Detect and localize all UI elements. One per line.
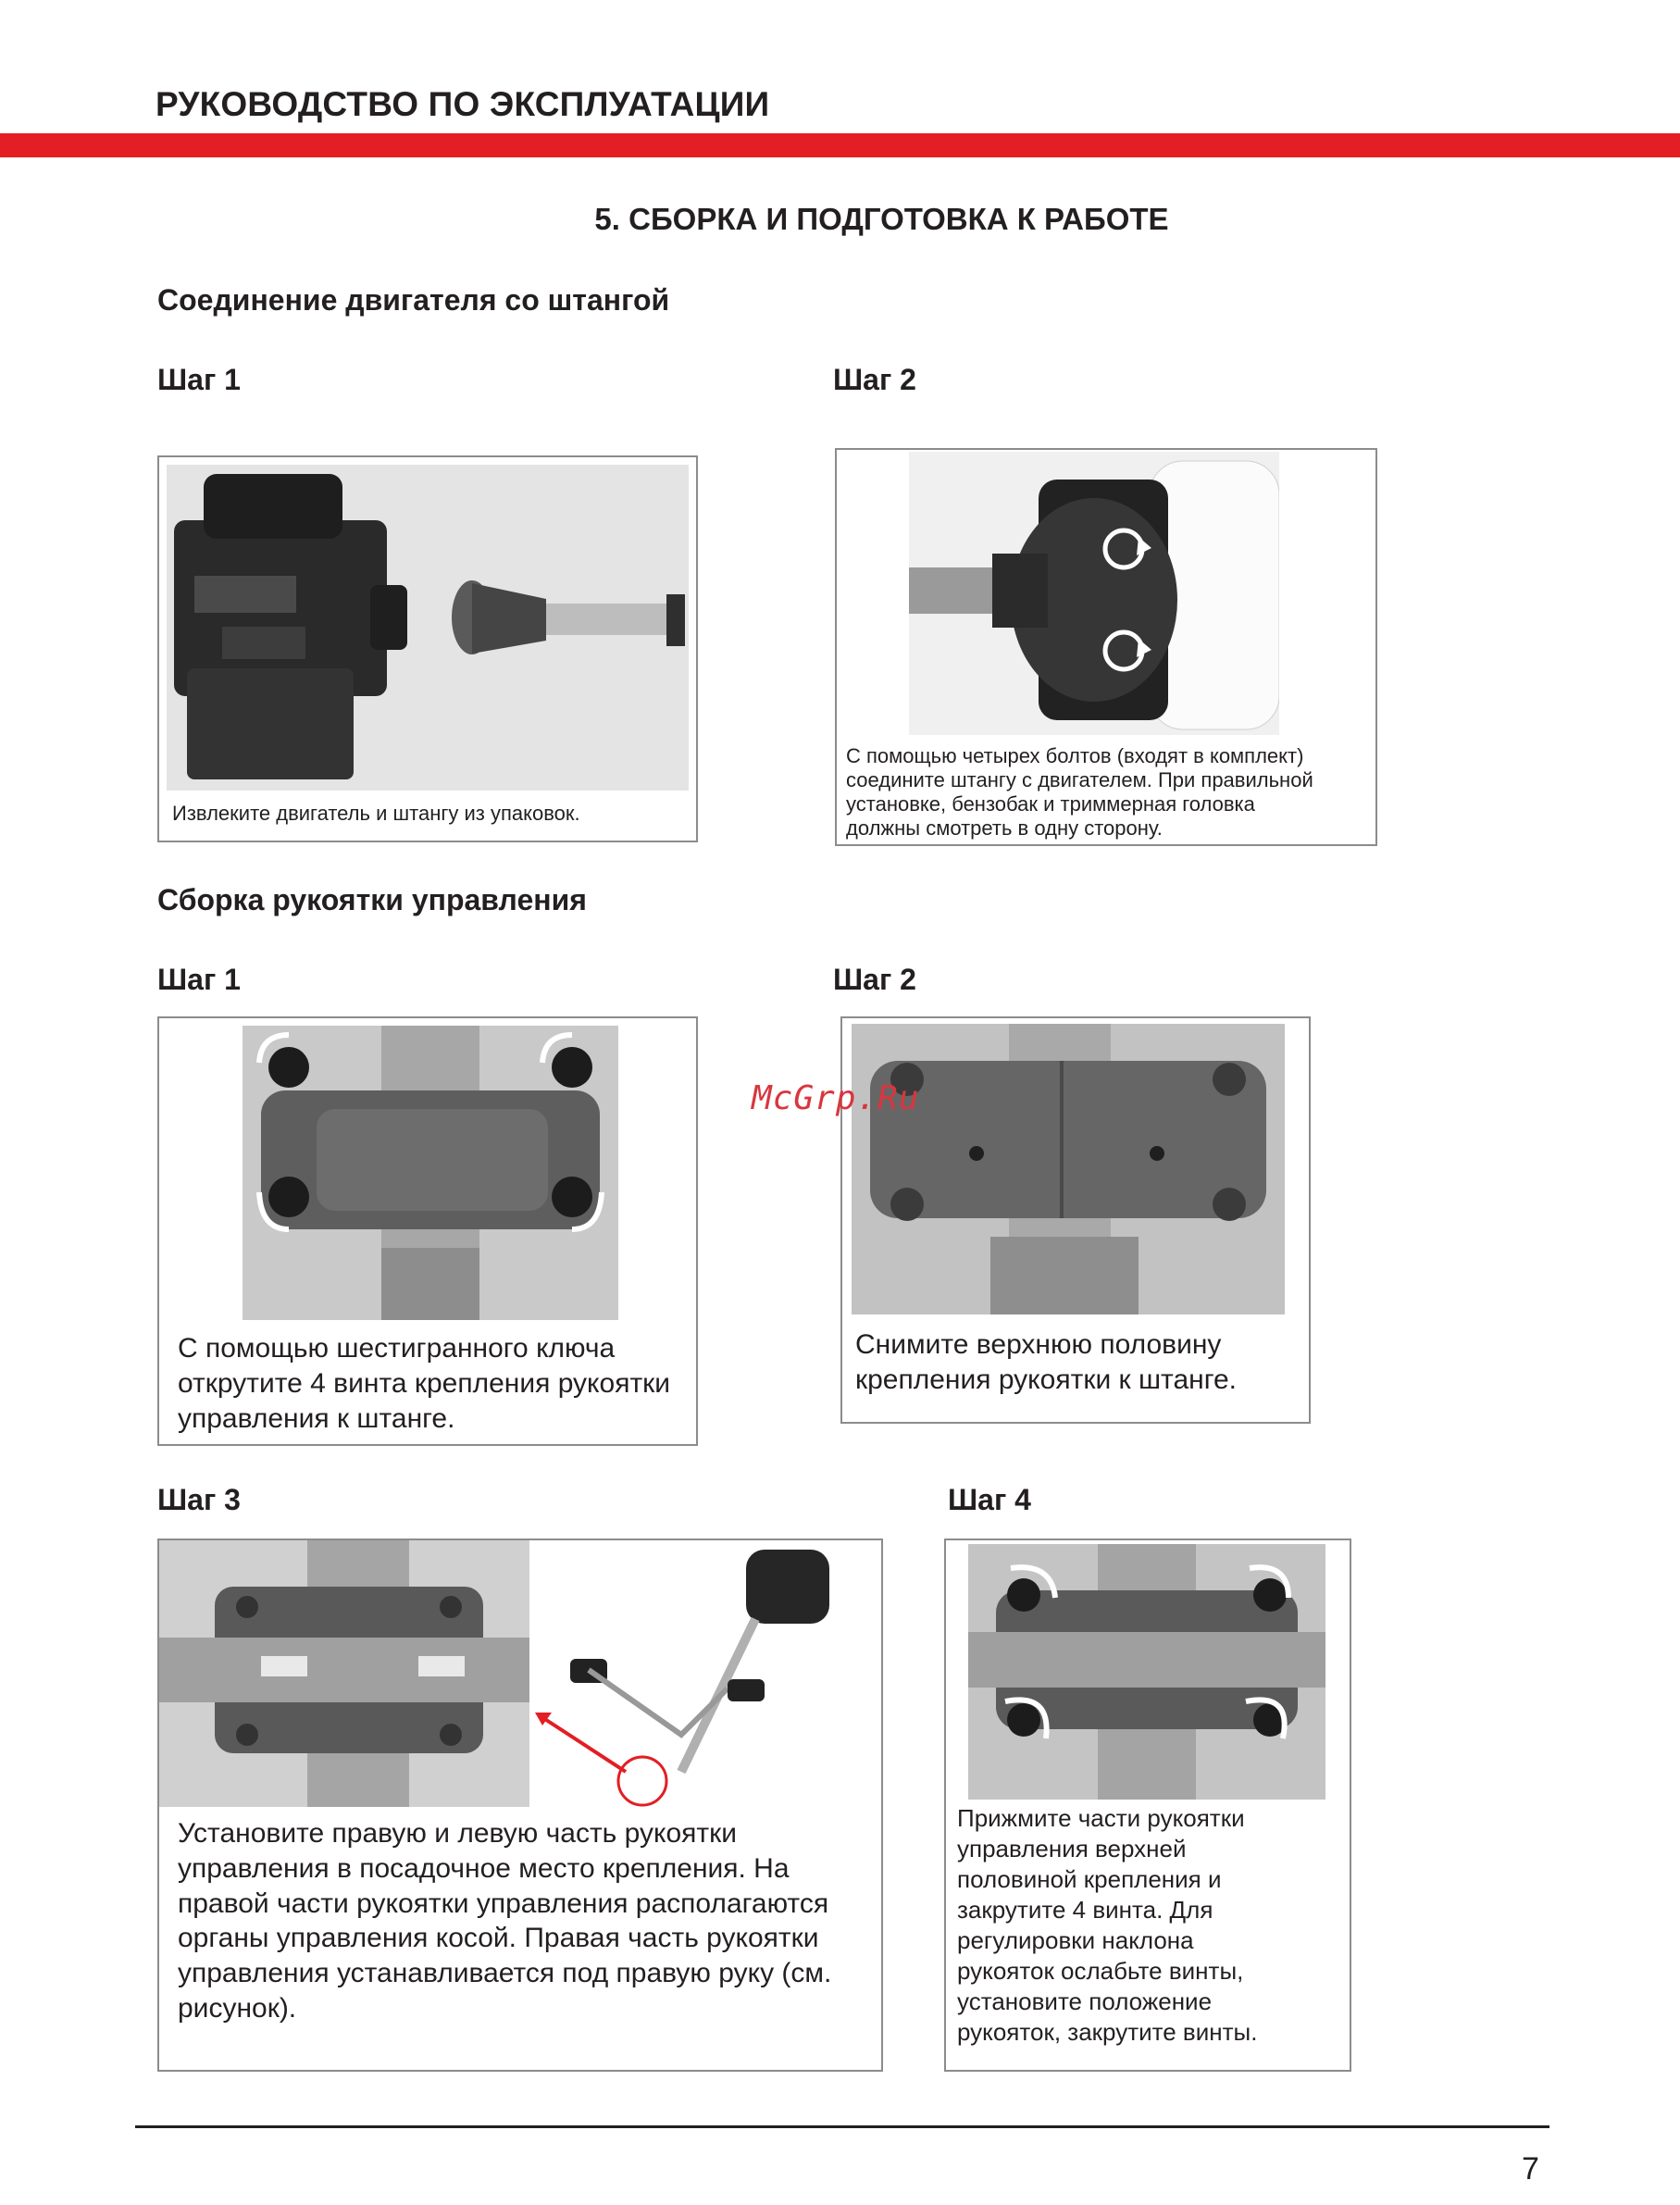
handle-step4-caption: Прижмите части рукоятки управления верхней половиной крепления и закрутите 4 винта. Для регулировки наклона рукояток ослабьте винты, установите положение рукояток, закрутите винты. [957,1804,1258,2047]
handle-step3-caption: Установите правую и левую часть рукоятки управления в посадочное место крепления. На правой части рукоятки управления располагаются органы управления косой. Правая часть рукоятки управления устанавливается под правую руку (см. рисунок). [178,1818,832,2024]
handle-step4-label: Шаг 4 [948,1483,1031,1516]
handle-step1-box [157,1016,698,1446]
handle-step1-label: Шаг 1 [157,963,241,996]
shaft-mount-photo [909,452,1279,735]
handle-assembly-title: Сборка рукоятки управления [157,883,587,916]
handle-step4-box [944,1539,1351,2072]
watermark: McGrp.Ru [752,1079,920,1117]
footer-rule [135,2125,1549,2128]
clamp-unscrew-photo [243,1026,618,1320]
engine-step2-box [835,448,1377,846]
header-red-band [0,133,1680,157]
engine-step1-label: Шаг 1 [157,363,241,396]
engine-step1-box [157,455,698,842]
engine-and-shaft-photo [167,465,689,791]
handle-step2-caption: Снимите верхнюю половину крепления рукоятки к штанге. [855,1329,1238,1395]
engine-step2-label: Шаг 2 [833,363,916,396]
page-number: 7 [1522,2151,1539,2186]
trimmer-diagram-photo [533,1540,879,1807]
handle-step3-label: Шаг 3 [157,1483,241,1516]
handle-step2-box [840,1016,1311,1424]
clamp-open-photo [852,1024,1285,1314]
engine-join-title: Соединение двигателя со штангой [157,283,670,317]
handle-step1-caption: С помощью шестигранного ключа открутите 4 винта крепления рукоятки управления к штанге. [178,1333,671,1434]
engine-step1-caption: Извлеките двигатель и штангу из упаковок. [172,802,580,825]
engine-step2-caption: С помощью четырех болтов (входят в комплект) соедините штангу с двигателем. При правильной установке, бензобак и триммерная головка должны смотреть в одну сторону. [846,744,1313,840]
clamp-tighten-photo [968,1544,1325,1800]
handle-step2-label: Шаг 2 [833,963,916,996]
handles-seated-photo [159,1540,529,1807]
manual-title: РУКОВОДСТВО ПО ЭКСПЛУАТАЦИИ [156,85,770,123]
handle-step3-box [157,1539,883,2072]
section-title: 5. СБОРКА И ПОДГОТОВКА К РАБОТЕ [594,202,1169,236]
